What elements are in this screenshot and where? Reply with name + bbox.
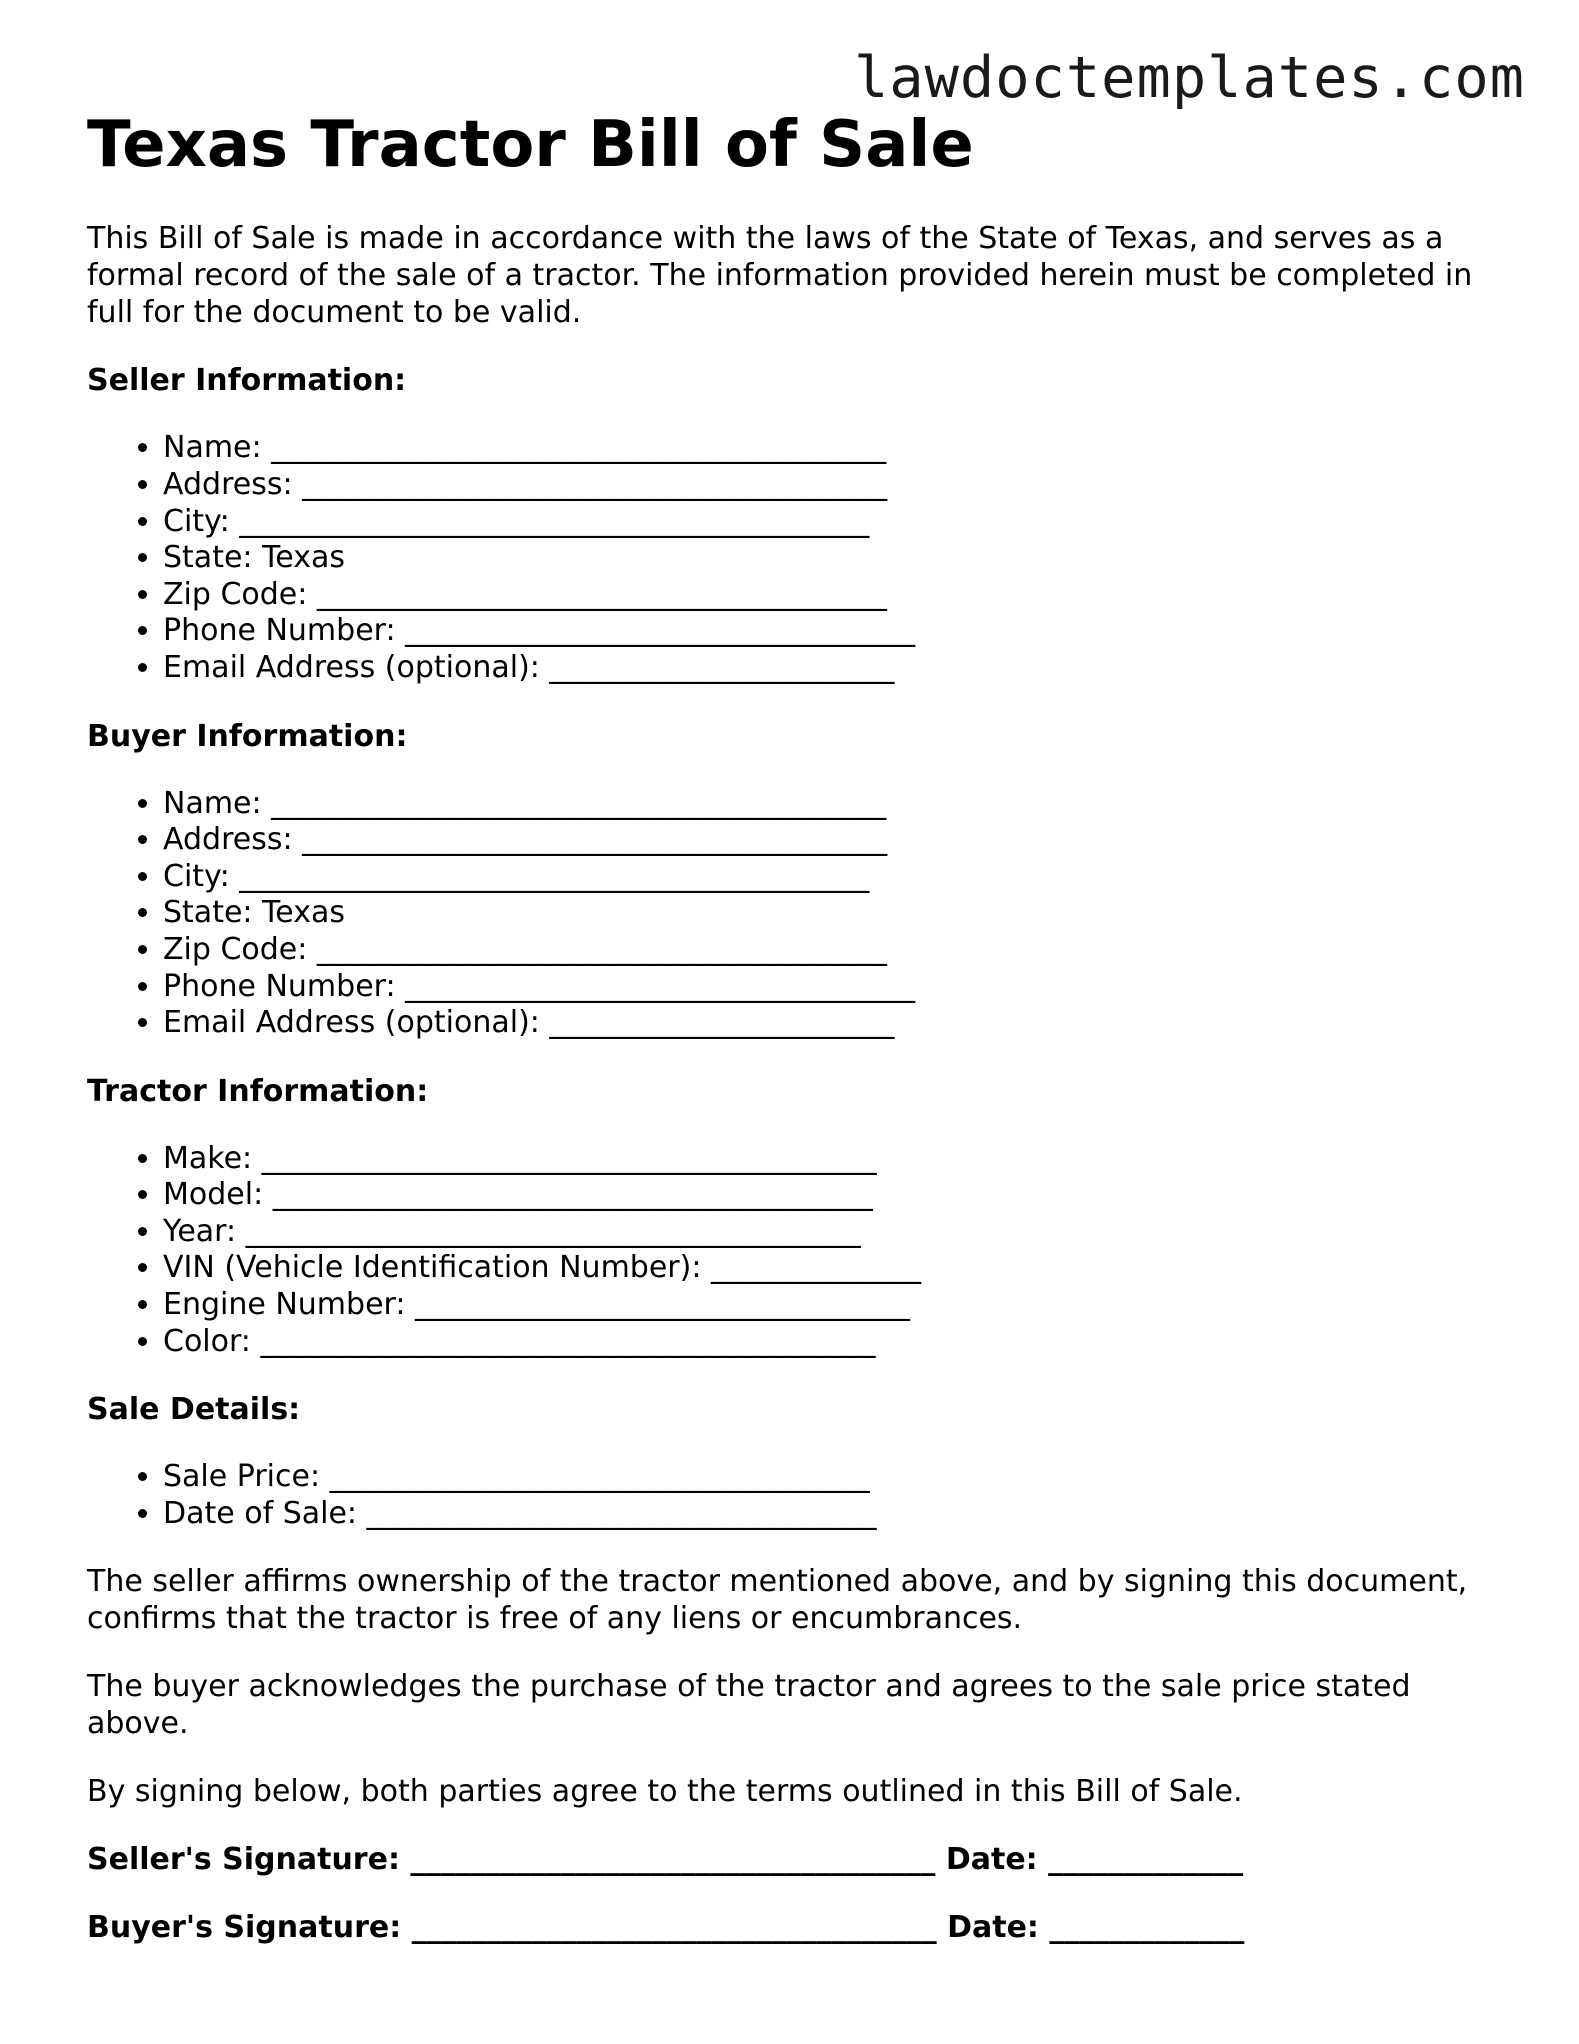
tractor-year-field[interactable]: • Year: _________________________________________	[163, 1214, 1507, 1251]
buyer-signature-line[interactable]: Buyer's Signature: ___________________________________ Date: _____________	[87, 1910, 1245, 1946]
sale-date-field[interactable]: • Date of Sale: __________________________________	[163, 1496, 1507, 1533]
tractor-section-heading: Tractor Information:	[87, 1073, 429, 1109]
sale-section-heading: Sale Details:	[87, 1392, 301, 1428]
agreement-paragraph: By signing below, both parties agree to the terms outlined in this Bill of Sale.	[87, 1774, 1243, 1810]
tractor-color-field[interactable]: • Color: _________________________________________	[163, 1324, 1507, 1361]
buyer-zip-field[interactable]: • Zip Code: ______________________________________	[163, 932, 1507, 969]
seller-email-field[interactable]: • Email Address (optional): _______________________	[163, 650, 1507, 687]
buyer-address-field[interactable]: • Address: _______________________________________	[163, 822, 1507, 859]
tractor-engine-number-field[interactable]: • Engine Number: _________________________________	[163, 1287, 1507, 1324]
tractor-vin-field[interactable]: • VIN (Vehicle Identification Number): ______________	[163, 1250, 1507, 1287]
buyer-info-list	[87, 786, 1507, 1042]
tractor-model-field[interactable]: • Model: ________________________________________	[163, 1177, 1507, 1214]
buyer-email-field[interactable]: • Email Address (optional): _______________________	[163, 1005, 1507, 1042]
seller-info-list	[87, 430, 1507, 686]
seller-city-field[interactable]: • City: __________________________________________	[163, 504, 1507, 541]
document-body	[87, 110, 1507, 1946]
seller-zip-field[interactable]: • Zip Code: ______________________________________	[163, 577, 1507, 614]
buyer-name-field[interactable]: • Name: _________________________________________	[163, 786, 1507, 823]
intro-paragraph: This Bill of Sale is made in accordance with the laws of the State of Texas, and serves as a formal record of the sale of a tractor. The information provided herein must be completed in full for the document to be valid.	[87, 221, 1473, 331]
buyer-phone-field[interactable]: • Phone Number: __________________________________	[163, 969, 1507, 1006]
buyer-acknowledgement-paragraph: The buyer acknowledges the purchase of the tractor and agrees to the sale price stated above.	[87, 1669, 1411, 1742]
tractor-info-list	[87, 1141, 1507, 1361]
seller-phone-field[interactable]: • Phone Number: __________________________________	[163, 613, 1507, 650]
sale-details-list	[87, 1459, 1507, 1532]
seller-section-heading: Seller Information:	[87, 363, 407, 399]
site-watermark: lawdoctemplates.com	[853, 45, 1525, 111]
tractor-make-field[interactable]: • Make: _________________________________________	[163, 1141, 1507, 1178]
seller-name-field[interactable]: • Name: _________________________________________	[163, 430, 1507, 467]
sale-price-field[interactable]: • Sale Price: ____________________________________	[163, 1459, 1507, 1496]
document-title: Texas Tractor Bill of Sale	[87, 108, 974, 182]
seller-state-field: • State: Texas	[163, 540, 1507, 577]
buyer-city-field[interactable]: • City: __________________________________________	[163, 859, 1507, 896]
seller-affirmation-paragraph: The seller affirms ownership of the tractor mentioned above, and by signing this document, confirms that the tractor is free of any liens or encumbrances.	[87, 1564, 1468, 1637]
buyer-section-heading: Buyer Information:	[87, 718, 408, 754]
seller-address-field[interactable]: • Address: _______________________________________	[163, 467, 1507, 504]
seller-signature-line[interactable]: Seller's Signature: ___________________________________ Date: _____________	[87, 1842, 1244, 1878]
buyer-state-field: • State: Texas	[163, 895, 1507, 932]
